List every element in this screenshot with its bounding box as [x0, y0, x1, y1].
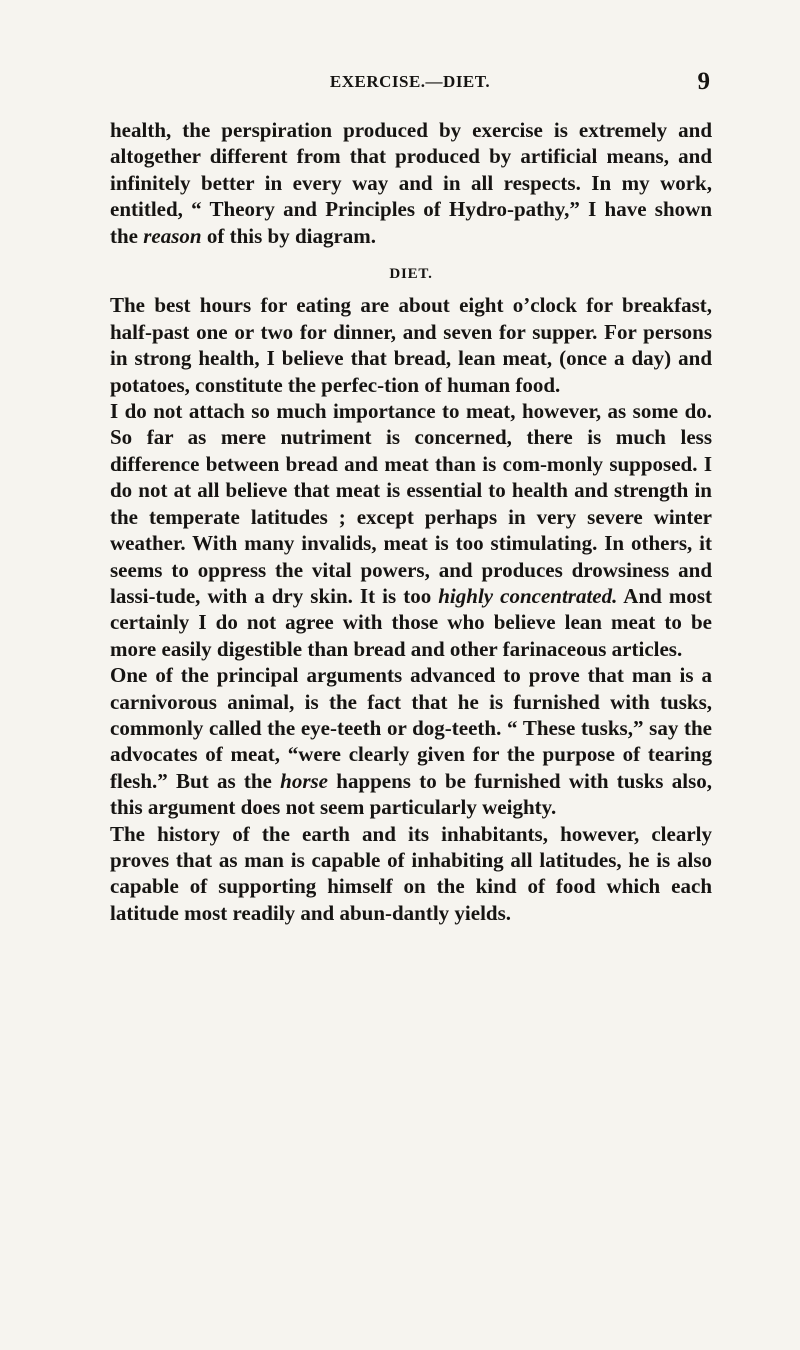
paragraph-4-text-a: One of the principal arguments advanced to prove that man is a carnivorous animal, is the fact that he is furnished with tusks, commonly called the eye-teeth or dog-teeth. “ These tusks,” say the advocates of meat, “were clearly given for the purpose of tearing flesh.” But as the	[110, 663, 712, 793]
paragraph-3-emphasis: highly concentrated.	[438, 583, 618, 608]
paragraph-4-emphasis: horse	[280, 768, 328, 793]
paragraph-4-text-b: happens to be furnished with tusks also, this argument does not seem particularly weighty.	[110, 768, 712, 820]
paragraph-1-emphasis: reason	[143, 223, 202, 248]
paragraph-3	[110, 398, 712, 662]
paragraph-5: The history of the earth and its inhabitants, however, clearly proves that as man is capable of inhabiting all latitudes, he is also capable of supporting himself on the kind of food which each latitude most readily and abun-dantly yields.	[110, 821, 712, 925]
body-text	[110, 117, 712, 926]
paragraph-3-text-a: I do not attach so much importance to meat, however, as some do. So far as mere nutriment is concerned, there is much less difference between bread and meat than is com-monly supposed. I do not at all believe that meat is essential to health and strength in the temperate latitudes ; except perhaps in very severe winter weather. With many invalids, meat is too stimulating. In others, it seems to oppress the vital powers, and produces drowsiness and lassi-tude, with a dry skin. It is too	[110, 399, 712, 608]
paragraph-1-text-b: of this by diagram.	[201, 223, 377, 248]
page-number: 9	[697, 68, 710, 95]
paragraph-1	[110, 117, 712, 249]
paragraph-2: The best hours for eating are about eight o’clock for breakfast, half-past one or two for dinner, and seven for supper. For persons in strong health, I believe that bread, lean meat, (once a day) and potatoes, constitute the perfec-tion of human food.	[110, 293, 712, 397]
running-head	[110, 68, 710, 102]
paragraph-3-text-b: And most certainly I do not agree with those who believe lean meat to be more easily digestible than bread and other farinaceous articles.	[110, 583, 713, 661]
section-heading: DIET.	[389, 266, 433, 283]
running-title: EXERCISE.—DIET.	[329, 72, 491, 91]
paragraph-1-text-a: health, the perspiration produced by exercise is extremely and altogether different from that produced by artificial means, and infinitely better in every way and in all respects. In my work, entitled, “ Theory and Principles of Hydro-pathy,” I have shown the	[110, 118, 712, 248]
paragraph-4	[110, 662, 712, 820]
